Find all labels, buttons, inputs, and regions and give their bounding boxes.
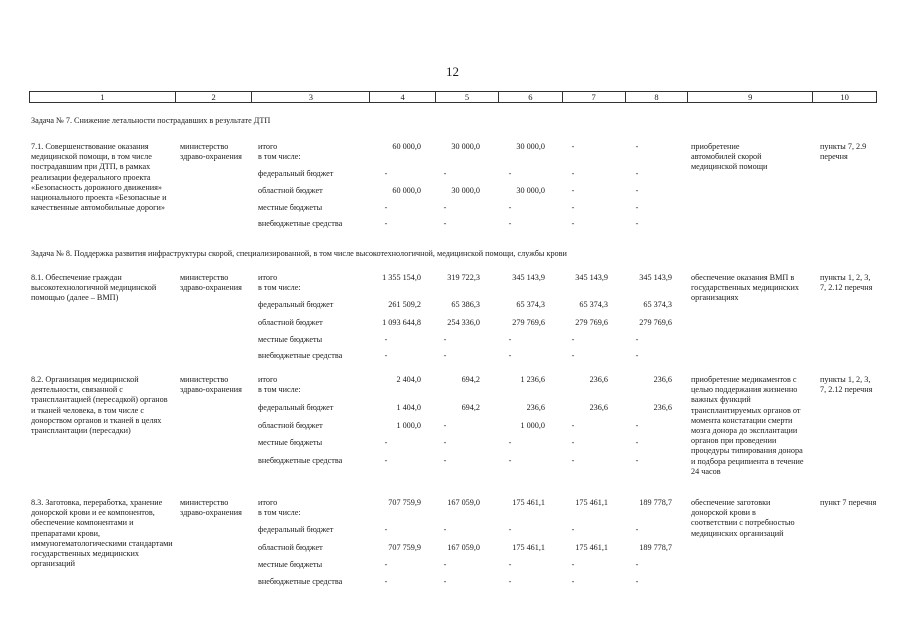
expected-result: обеспечение заготовки донорской крови в соответствии с потребностью медицинских организаций — [691, 498, 795, 538]
item-name: 8.3. Заготовка, переработка, хранение донорской крови и ее компонентов, обеспечение компонентами и препаратами крови, иммуногематологическими стандартами государственных медицинских организаций — [31, 498, 173, 569]
amount-cell: - — [635, 142, 639, 151]
amount-cell: - — [384, 169, 388, 178]
amount-cell: - — [384, 438, 388, 447]
expected-result: приобретение автомобилей скорой медицинской помощи — [691, 142, 768, 172]
amount-cell: 236,6 — [526, 403, 545, 412]
amount-cell: - — [571, 438, 575, 447]
amount-cell: 65 374,3 — [643, 300, 672, 309]
amount-cell: 175 461,1 — [575, 543, 608, 552]
expected-result: приобретение медикаментов с целью поддержания жизненно важных функций трансплантируемых органов от момента констатации смерти мозга донора до эксплантации органов при проведении процедуры типирования донора и подбора реципиента в течение 24 часов — [691, 375, 804, 476]
col-header-5: 5 — [436, 92, 499, 102]
amount-cell: 236,6 — [589, 403, 608, 412]
amount-cell: 60 000,0 — [392, 142, 421, 151]
col-header-9: 9 — [688, 92, 813, 102]
amount-cell: 1 404,0 — [396, 403, 421, 412]
amount-cell: - — [384, 203, 388, 212]
col-header-8: 8 — [626, 92, 689, 102]
funding-source: местные бюджеты — [258, 438, 323, 447]
funding-source: внебюджетные средства — [258, 219, 343, 228]
amount-cell: - — [571, 456, 575, 465]
amount-cell: - — [508, 577, 512, 586]
amount-cell: 279 769,6 — [575, 318, 608, 327]
funding-source: федеральный бюджет — [258, 300, 334, 309]
amount-cell: - — [508, 203, 512, 212]
funding-source: местные бюджеты — [258, 335, 323, 344]
amount-cell: 30 000,0 — [516, 142, 545, 151]
amount-cell: - — [635, 525, 639, 534]
amount-cell: 345 143,9 — [575, 273, 608, 282]
amount-cell: 236,6 — [653, 403, 672, 412]
amount-cell: 319 722,3 — [447, 273, 480, 282]
amount-cell: 694,2 — [461, 375, 480, 384]
amount-cell: 2 404,0 — [396, 375, 421, 384]
amount-cell: 60 000,0 — [392, 186, 421, 195]
amount-cell: - — [384, 351, 388, 360]
col-header-10: 10 — [840, 92, 849, 102]
amount-cell: - — [571, 203, 575, 212]
amount-cell: - — [571, 335, 575, 344]
amount-cell: - — [443, 351, 447, 360]
col-header-4: 4 — [370, 92, 436, 102]
funding-source: внебюджетные средства — [258, 351, 343, 360]
amount-cell: - — [443, 438, 447, 447]
col-header-3: 3 — [252, 92, 370, 102]
amount-cell: - — [508, 438, 512, 447]
amount-cell: - — [443, 560, 447, 569]
amount-cell: 175 461,1 — [512, 498, 545, 507]
amount-cell: - — [384, 577, 388, 586]
amount-cell: - — [443, 335, 447, 344]
amount-cell: 65 386,3 — [451, 300, 480, 309]
amount-cell: - — [443, 456, 447, 465]
amount-cell: 189 778,7 — [639, 498, 672, 507]
col-header-6: 6 — [499, 92, 563, 102]
funding-source: областной бюджет — [258, 318, 323, 327]
amount-cell: - — [635, 335, 639, 344]
amount-cell: - — [635, 219, 639, 228]
item-name: 8.1. Обеспечение граждан высокотехнологичной медицинской помощью (далее – ВМП) — [31, 273, 157, 303]
amount-cell: 1 000,0 — [396, 421, 421, 430]
amount-cell: - — [571, 525, 575, 534]
amount-cell: - — [508, 219, 512, 228]
funding-source: итого в том числе: — [258, 142, 301, 162]
amount-cell: - — [635, 421, 639, 430]
amount-cell: 1 000,0 — [520, 421, 545, 430]
funding-source: местные бюджеты — [258, 203, 323, 212]
col-header-2: 2 — [176, 92, 253, 102]
amount-cell: 694,2 — [461, 403, 480, 412]
item-executor: министерство здраво-охранения — [180, 142, 242, 162]
funding-source: федеральный бюджет — [258, 169, 334, 178]
amount-cell: - — [508, 351, 512, 360]
amount-cell: 261 509,2 — [388, 300, 421, 309]
item-executor: министерство здраво-охранения — [180, 498, 242, 518]
amount-cell: - — [635, 577, 639, 586]
amount-cell: - — [571, 577, 575, 586]
amount-cell: - — [384, 525, 388, 534]
funding-source: местные бюджеты — [258, 560, 323, 569]
amount-cell: 175 461,1 — [575, 498, 608, 507]
amount-cell: - — [571, 186, 575, 195]
amount-cell: - — [571, 560, 575, 569]
amount-cell: 30 000,0 — [516, 186, 545, 195]
funding-source: внебюджетные средства — [258, 456, 343, 465]
plan-points: пункты 7, 2.9 перечня — [820, 142, 867, 162]
amount-cell: - — [443, 169, 447, 178]
item-name: 8.2. Организация медицинской деятельности, связанной с трансплантацией (пересадкой) органов и тканей человека, в том числе с донорством органов и тканей в целях трансплантации (пересадки) — [31, 375, 168, 436]
funding-source: итого в том числе: — [258, 273, 301, 293]
amount-cell: 707 759,9 — [388, 498, 421, 507]
amount-cell: - — [384, 456, 388, 465]
funding-source: итого в том числе: — [258, 375, 301, 395]
amount-cell: - — [635, 456, 639, 465]
amount-cell: 254 336,0 — [447, 318, 480, 327]
amount-cell: 279 769,6 — [639, 318, 672, 327]
amount-cell: - — [635, 351, 639, 360]
amount-cell: 236,6 — [589, 375, 608, 384]
amount-cell: - — [635, 203, 639, 212]
item-executor: министерство здраво-охранения — [180, 273, 242, 293]
amount-cell: 279 769,6 — [512, 318, 545, 327]
amount-cell: 167 059,0 — [447, 498, 480, 507]
amount-cell: - — [635, 169, 639, 178]
funding-source: областной бюджет — [258, 421, 323, 430]
amount-cell: 707 759,9 — [388, 543, 421, 552]
funding-source: областной бюджет — [258, 186, 323, 195]
amount-cell: 65 374,3 — [579, 300, 608, 309]
amount-cell: - — [571, 421, 575, 430]
amount-cell: 236,6 — [653, 375, 672, 384]
amount-cell: - — [508, 525, 512, 534]
amount-cell: - — [508, 456, 512, 465]
plan-points: пункты 1, 2, 3, 7, 2.12 перечня — [820, 273, 873, 293]
amount-cell: 345 143,9 — [512, 273, 545, 282]
amount-cell: 30 000,0 — [451, 186, 480, 195]
amount-cell: - — [384, 219, 388, 228]
column-header-row — [29, 91, 877, 103]
amount-cell: - — [571, 142, 575, 151]
expected-result: обеспечение оказания ВМП в государственных медицинских организациях — [691, 273, 800, 303]
amount-cell: 175 461,1 — [512, 543, 545, 552]
col-header-7: 7 — [563, 92, 626, 102]
amount-cell: - — [443, 203, 447, 212]
amount-cell: - — [635, 438, 639, 447]
amount-cell: - — [384, 335, 388, 344]
amount-cell: 30 000,0 — [451, 142, 480, 151]
amount-cell: - — [443, 421, 447, 430]
funding-source: федеральный бюджет — [258, 525, 334, 534]
col-header-1: 1 — [30, 92, 176, 102]
amount-cell: 1 236,6 — [520, 375, 545, 384]
item-name: 7.1. Совершенствование оказания медицинской помощи, в том числе пострадавшим при ДТП, в рамках реализации федерального проекта «Безопасность дорожного движения» национального проекта «Безопасные и качественные автомобильные дороги» — [31, 142, 167, 213]
amount-cell: 1 355 154,0 — [382, 273, 421, 282]
amount-cell: 1 093 644,8 — [382, 318, 421, 327]
amount-cell: - — [443, 219, 447, 228]
amount-cell: - — [508, 335, 512, 344]
funding-source: областной бюджет — [258, 543, 323, 552]
amount-cell: 345 143,9 — [639, 273, 672, 282]
amount-cell: - — [571, 169, 575, 178]
task8-title: Задача № 8. Поддержка развития инфраструктуры скорой, специализированной, в том числе высокотехнологичной, медицинской помощи, службы крови — [31, 249, 567, 258]
amount-cell: - — [635, 560, 639, 569]
amount-cell: 65 374,3 — [516, 300, 545, 309]
amount-cell: - — [508, 560, 512, 569]
item-executor: министерство здраво-охранения — [180, 375, 242, 395]
page-number: 12 — [446, 64, 459, 79]
amount-cell: - — [571, 219, 575, 228]
amount-cell: - — [443, 525, 447, 534]
amount-cell: - — [571, 351, 575, 360]
amount-cell: - — [384, 560, 388, 569]
task7-title: Задача № 7. Снижение летальности пострадавших в результате ДТП — [31, 116, 271, 125]
amount-cell: 189 778,7 — [639, 543, 672, 552]
plan-points: пункт 7 перечня — [820, 498, 877, 507]
amount-cell: 167 059,0 — [447, 543, 480, 552]
funding-source: федеральный бюджет — [258, 403, 334, 412]
amount-cell: - — [635, 186, 639, 195]
plan-points: пункты 1, 2, 3, 7, 2.12 перечня — [820, 375, 873, 395]
amount-cell: - — [443, 577, 447, 586]
funding-source: внебюджетные средства — [258, 577, 343, 586]
amount-cell: - — [508, 169, 512, 178]
funding-source: итого в том числе: — [258, 498, 301, 518]
